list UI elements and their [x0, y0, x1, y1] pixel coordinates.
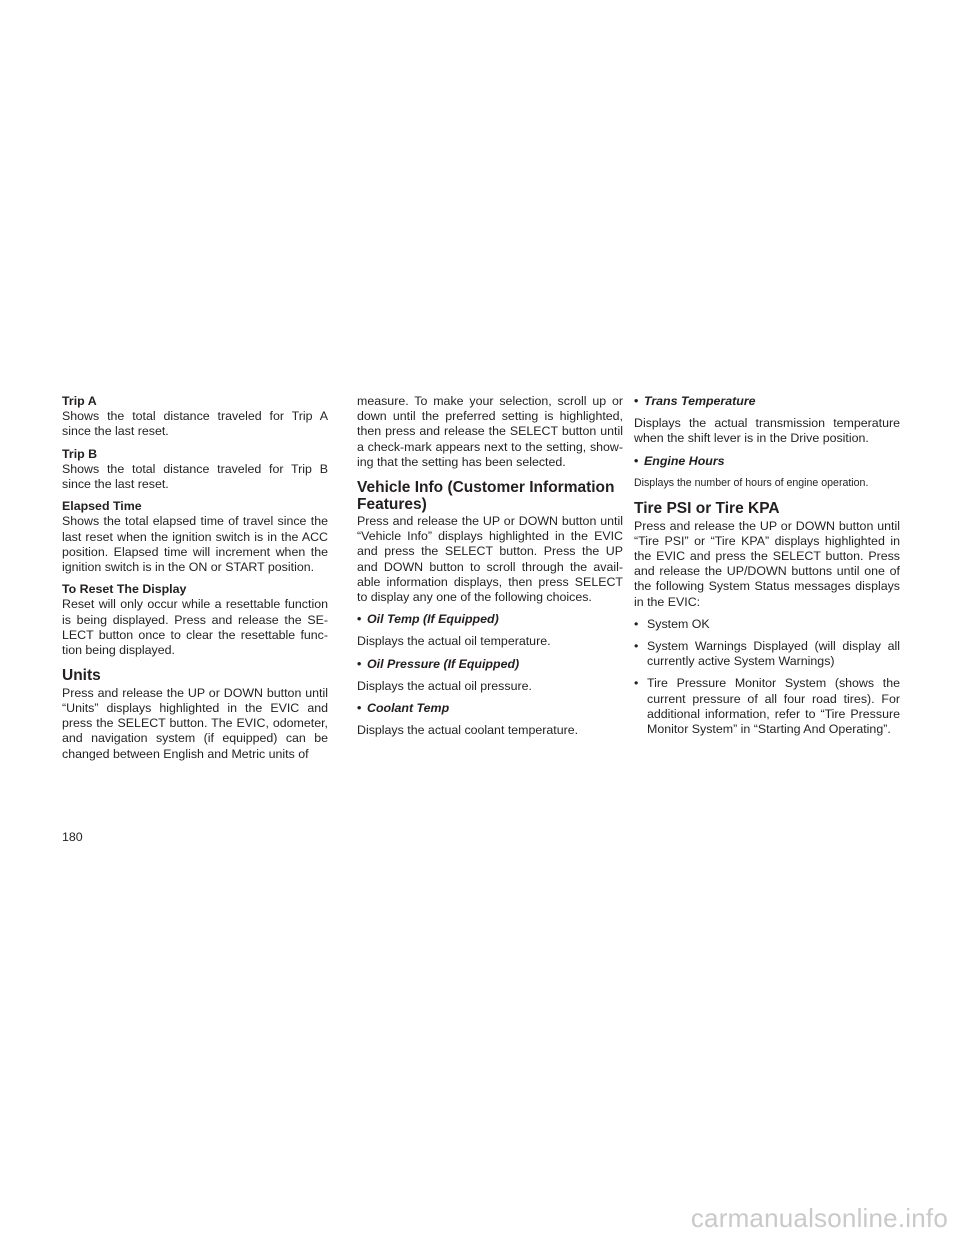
coolant-temp-text: Displays the actual coolant temperature. — [357, 723, 579, 738]
trip-b-text: Shows the total distance traveled for Trip B since the last reset. — [62, 461, 328, 492]
elapsed-time-text: Shows the total elapsed time of travel since the last reset when the ignition switch is in the ACC position. Elapsed time will increment when the ignition switch is in the ON or START position. — [62, 514, 328, 575]
coolant-temp-heading: • Coolant Temp — [357, 701, 450, 716]
trip-a-section — [62, 394, 328, 440]
bullet-icon: • — [357, 656, 362, 671]
column-1 — [62, 394, 328, 769]
vehicle-info-text: Press and release the UP or DOWN button until “Vehicle Info” displays highlighted in the EVIC and press the SELECT button. Press the UP and DOWN button to scroll through the avail-able information displays, then press SELECT to display any one of the following choices. — [357, 514, 623, 605]
reset-display-heading: To Reset The Display — [62, 582, 187, 597]
bullet-icon: • — [634, 638, 639, 653]
oil-temp-text: Displays the actual oil temperature. — [357, 634, 551, 649]
units-heading: Units — [62, 667, 101, 685]
trip-b-section — [62, 447, 328, 493]
page-number: 180 — [62, 830, 83, 844]
tire-psi-text: Press and release the UP or DOWN button until “Tire PSI” or “Tire KPA” displays highlighted in the EVIC and press the SELECT button. Press and release the UP/DOWN buttons until one of the following System Status messages displays in the EVIC: — [634, 518, 900, 609]
trans-temp-heading: • Trans Temperature — [634, 394, 756, 408]
elapsed-time-section — [62, 499, 328, 575]
watermark: carmanualsonline.info — [690, 1203, 948, 1233]
bullet-icon: • — [634, 394, 639, 408]
engine-hours-heading: • Engine Hours — [634, 453, 725, 468]
reset-display-section — [62, 582, 328, 658]
reset-display-text: Reset will only occur while a resettable function is being displayed. Press and release the SE-LECT button once to clear the resettable func-tion being displayed. — [62, 597, 328, 658]
list-item: • System OK — [634, 616, 710, 631]
list-item: • System Warnings Displayed (will display all currently active System Warnings) — [634, 638, 900, 669]
bullet-icon: • — [634, 616, 639, 631]
column-2 — [357, 394, 623, 745]
system-status-list — [634, 617, 900, 737]
list-item: • Tire Pressure Monitor System (shows the current pressure of all four road tires). For additional information, refer to “Tire Pressure Monitor System” in “Starting And Operating”. — [634, 676, 900, 736]
oil-pressure-heading: • Oil Pressure (If Equipped) — [357, 656, 520, 671]
column-3 — [634, 394, 900, 744]
units-text: Press and release the UP or DOWN button until “Units” displays highlighted in the EVIC and press the SELECT button. The EVIC, odometer, and navigation system (if equipped) can be changed between English and Metric units of — [62, 685, 328, 761]
bullet-icon: • — [634, 453, 639, 468]
tire-psi-heading: Tire PSI or Tire KPA — [634, 500, 780, 518]
vehicle-info-heading: Vehicle Info (Customer Information Features) — [357, 479, 615, 513]
trip-b-heading: Trip B — [62, 446, 98, 461]
trip-a-text: Shows the total distance traveled for Trip A since the last reset. — [62, 409, 328, 439]
oil-temp-heading: • Oil Temp (If Equipped) — [357, 612, 499, 627]
bullet-icon: • — [357, 701, 362, 716]
elapsed-time-heading: Elapsed Time — [62, 499, 142, 514]
trip-a-heading: Trip A — [62, 394, 97, 408]
engine-hours-text: Displays the number of hours of engine operation. — [634, 476, 869, 489]
trans-temp-text: Displays the actual transmission temperature when the shift lever is in the Drive position. — [634, 416, 900, 446]
bullet-icon: • — [634, 676, 639, 691]
units-text-continued: measure. To make your selection, scroll up or down until the preferred setting is highlighted, then press and release the SELECT button until a check-mark appears next to the setting, show-ing that the setting has been selected. — [357, 394, 623, 469]
bullet-icon: • — [357, 612, 362, 627]
oil-pressure-text: Displays the actual oil pressure. — [357, 678, 532, 693]
